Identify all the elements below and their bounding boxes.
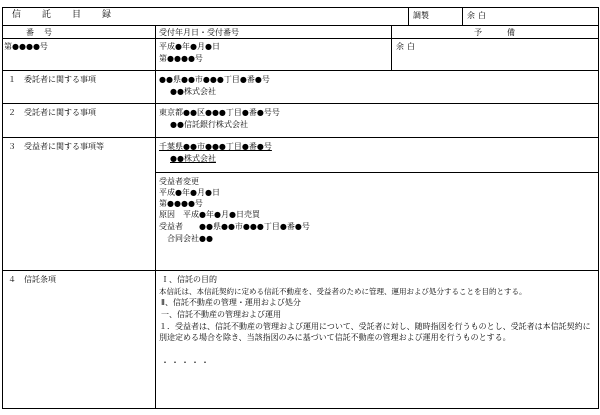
divider	[391, 25, 392, 70]
beneficiary-label: ３ 受益者に関する事項等	[8, 142, 104, 151]
trust-terms-purpose-heading: Ｉ、信託の目的	[161, 275, 217, 284]
divider	[2, 25, 599, 26]
divider	[408, 7, 409, 25]
settlor-name: ●●株式会社	[170, 87, 216, 96]
divider	[2, 137, 599, 138]
column-header-number: 番 号	[26, 28, 53, 37]
divider	[2, 38, 599, 39]
column-header-date-receipt: 受付年月日・受付番号	[159, 28, 239, 37]
chosei-label: 調製	[413, 11, 429, 20]
beneficiary-change-name: 合同会社●●	[159, 234, 213, 243]
beneficiary-change-number: 第●●●●号	[159, 199, 203, 208]
register-frame	[2, 7, 599, 409]
trustee-address: 東京都●●区●●●丁目●番●号号	[159, 108, 280, 117]
divider	[2, 270, 599, 271]
trust-terms-management-heading: Ⅱ、信託不動産の管理・運用および処分	[161, 298, 301, 307]
chosei-value: 余白	[467, 11, 489, 20]
receipt-date: 平成●年●月●日	[159, 42, 220, 51]
trust-terms-subheading: 一、信託不動産の管理および運用	[161, 310, 281, 319]
trustee-name: ●●信託銀行株式会社	[170, 120, 248, 129]
trust-terms-continuation: ・・・・・	[161, 358, 211, 367]
divider	[155, 172, 599, 173]
page-title: 信 託 目 録	[12, 10, 118, 20]
receipt-number: 第●●●●号	[159, 54, 203, 63]
divider	[2, 70, 599, 71]
divider	[462, 7, 463, 25]
settlor-label: １ 委託者に関する事項	[8, 75, 96, 84]
column-header-notes: 予 備	[474, 28, 518, 37]
beneficiary-change-cause: 原因 平成●年●月●日売買	[159, 210, 260, 219]
beneficiary-address: 千葉県●●市●●●丁目●番●号	[159, 142, 272, 151]
trust-terms-label: ４ 信託条項	[8, 275, 56, 284]
divider	[155, 25, 156, 409]
trust-terms-clause-1: １．受益者は、信託不動産の管理および運用について、受託者に対し、随時指図を行うものとし、受託者は本信託契約に別途定める場合を除き、当該指図のみに基づいて信託不動産の管理および運用を行うものとする。	[159, 322, 591, 342]
register-number: 第●●●●号	[4, 42, 48, 51]
trust-terms-purpose-text: 本信託は、本信託契約に定める信託不動産を、受益者のために管理、運用および処分することを目的とする。	[159, 287, 527, 296]
settlor-address: ●●県●●市●●●丁目●番●号	[159, 75, 270, 84]
beneficiary-change-address: 受益者 ●●県●●市●●●丁目●番●号	[159, 222, 310, 231]
notes-value: 余白	[396, 42, 418, 51]
beneficiary-change-title: 受益者変更	[159, 177, 199, 186]
trustee-label: ２ 受託者に関する事項	[8, 108, 96, 117]
beneficiary-change-date: 平成●年●月●日	[159, 188, 220, 197]
beneficiary-name: ●●株式会社	[170, 154, 216, 163]
divider	[2, 103, 599, 104]
